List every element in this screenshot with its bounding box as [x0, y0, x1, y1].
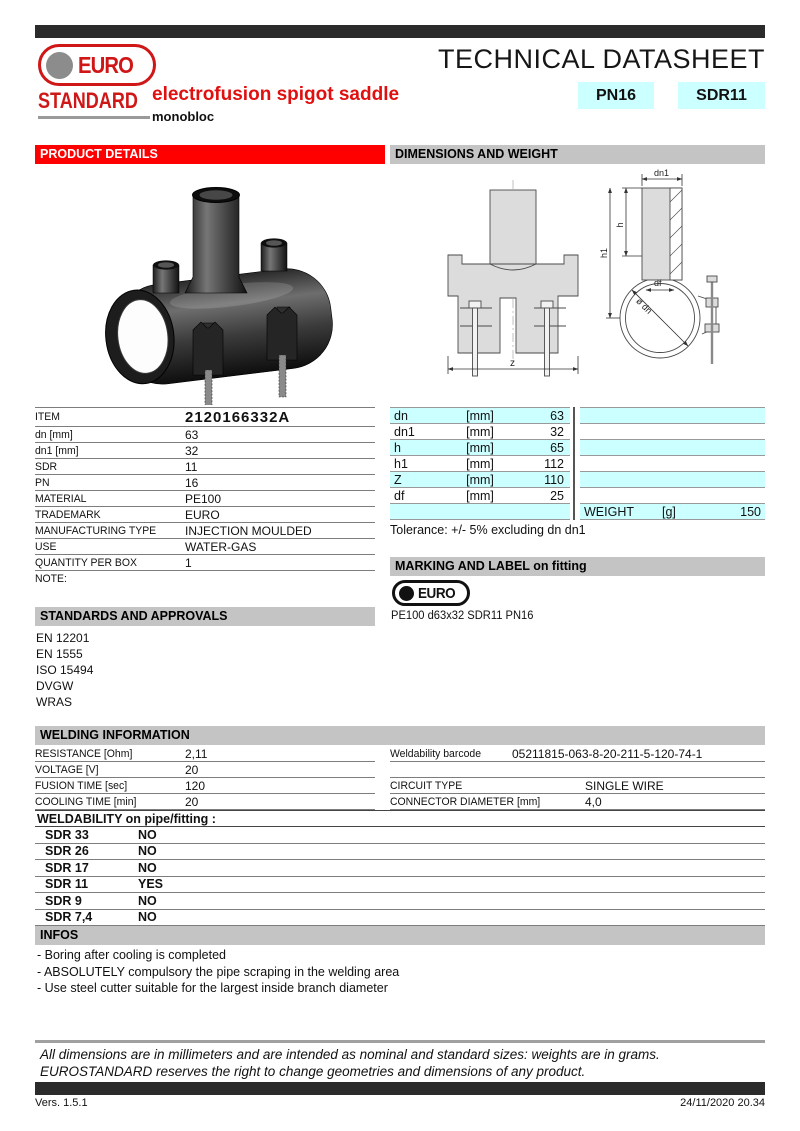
top-divider-bar [35, 25, 765, 38]
dim-label-dn: ø dn [634, 295, 655, 316]
technical-drawing [430, 168, 770, 403]
footer-notes [40, 1046, 660, 1080]
clamp-right [267, 307, 297, 397]
welding-row: VOLTAGE [V] 20 [35, 762, 375, 778]
table-row-note: NOTE: [35, 573, 67, 585]
empty-row [580, 488, 765, 504]
empty-row [580, 424, 765, 440]
table-row: SDR 11 [35, 459, 375, 475]
empty-row [580, 472, 765, 488]
dim-row: h [mm] 65 [390, 440, 570, 456]
weldability-row: SDR 11 YES [35, 877, 765, 894]
version-text: Vers. 1.5.1 [35, 1097, 88, 1109]
datetime-text: 24/11/2020 20.34 [680, 1097, 765, 1109]
standard-item: EN 12201 [36, 631, 90, 645]
table-row: PN 16 [35, 475, 375, 491]
weldability-row: SDR 33 NO [35, 827, 765, 844]
sdr-badge: SDR11 [678, 82, 765, 109]
dimensions-table [390, 407, 570, 520]
standard-item: WRAS [36, 695, 72, 709]
info-item: - ABSOLUTELY compulsory the pipe scraping in the welding area [37, 964, 400, 979]
weight-label: WEIGHT [584, 504, 634, 519]
welding-table-right [390, 746, 765, 810]
dimensions-header: DIMENSIONS AND WEIGHT [390, 145, 765, 164]
dim-label-z: z [510, 358, 515, 369]
empty-row [580, 456, 765, 472]
table-row: TRADEMARK EURO [35, 507, 375, 523]
logo-underline [38, 116, 150, 119]
dim-label-df: df [654, 278, 662, 288]
marking-label-text: PE100 d63x32 SDR11 PN16 [391, 610, 534, 622]
weldability-table [35, 827, 765, 926]
footer-rule [35, 1040, 765, 1043]
document-title: TECHNICAL DATASHEET [437, 44, 765, 74]
welding-row: FUSION TIME [sec] 120 [35, 778, 375, 794]
infos-header: INFOS [35, 926, 765, 945]
logo-euro-text: EURO [78, 51, 133, 78]
weldability-row: SDR 7,4 NO [35, 910, 765, 927]
logo-circle-icon [46, 52, 73, 79]
weldability-row: SDR 9 NO [35, 893, 765, 910]
barcode-row: Weldability barcode 05211815-063-8-20-211-5-120-74-1 [390, 746, 765, 762]
dimensions-table-separator [573, 407, 575, 520]
row-label: ITEM [35, 411, 60, 423]
marking-header: MARKING AND LABEL on fitting [390, 557, 765, 576]
logo-oval [38, 44, 156, 86]
standards-header: STANDARDS AND APPROVALS [35, 607, 375, 626]
weight-table [580, 407, 765, 520]
standard-item: DVGW [36, 679, 74, 693]
marking-logo [392, 580, 470, 606]
standard-item: ISO 15494 [36, 663, 94, 677]
table-row: dn1 [mm] 32 [35, 443, 375, 459]
weight-value: 150 [740, 504, 761, 519]
welding-row: COOLING TIME [min] 20 [35, 794, 375, 810]
empty-row [390, 762, 765, 778]
clamp-left [193, 322, 223, 405]
info-item: - Boring after cooling is completed [37, 948, 226, 962]
table-row: MATERIAL PE100 [35, 491, 375, 507]
footer-note: All dimensions are in millimeters and are intended as nominal and standard sizes: weights are in grams. [40, 1047, 660, 1062]
dim-label-h1: h1 [599, 247, 609, 259]
weldability-row: SDR 26 NO [35, 844, 765, 861]
welding-table-left [35, 746, 375, 810]
welding-header: WELDING INFORMATION [35, 726, 765, 745]
weight-unit: [g] [662, 504, 676, 519]
table-row: USE WATER-GAS [35, 539, 375, 555]
infos-list [37, 947, 399, 997]
pn-badge: PN16 [578, 82, 654, 109]
marking-logo-circle-icon [399, 586, 414, 601]
table-row [35, 408, 375, 427]
weldability-row: SDR 17 NO [35, 860, 765, 877]
company-logo [38, 44, 156, 119]
product-photo [65, 165, 375, 405]
info-item: - Use steel cutter suitable for the largest inside branch diameter [37, 981, 388, 995]
empty-row [580, 440, 765, 456]
logo-standard-text: STANDARD [38, 88, 138, 113]
table-row: QUANTITY PER BOX 1 [35, 555, 375, 571]
dim-row: df [mm] 25 [390, 488, 570, 504]
dim-row: Z [mm] 110 [390, 472, 570, 488]
weldability-header: WELDABILITY on pipe/fitting : [35, 810, 765, 827]
product-subtitle: monobloc [152, 109, 215, 124]
product-details-table [35, 407, 375, 587]
empty-row [580, 408, 765, 424]
product-title: electrofusion spigot saddle [152, 84, 400, 105]
footer-bar [35, 1082, 765, 1095]
weight-row [580, 504, 765, 520]
connector-row: CONNECTOR DIAMETER [mm] 4,0 [390, 794, 765, 810]
dim-row-empty [390, 504, 570, 520]
dim-label-dn1: dn1 [654, 168, 670, 178]
dim-row: dn [mm] 63 [390, 408, 570, 424]
table-row: MANUFACTURING TYPE INJECTION MOULDED [35, 523, 375, 539]
dim-row: h1 [mm] 112 [390, 456, 570, 472]
terminal-boss-right [261, 238, 287, 271]
standard-item: EN 1555 [36, 647, 83, 661]
marking-logo-text: EURO [418, 584, 456, 602]
product-details-header: PRODUCT DETAILS [35, 145, 385, 164]
terminal-boss-left [153, 260, 179, 293]
welding-row: RESISTANCE [Ohm] 2,11 [35, 746, 375, 762]
dim-row: dn1 [mm] 32 [390, 424, 570, 440]
row-value: 2120166332A [185, 408, 291, 426]
dim-label-h: h [615, 222, 625, 228]
footer-note: EUROSTANDARD reserves the right to change geometries and dimensions of any product. [40, 1064, 586, 1079]
table-row: dn [mm] 63 [35, 427, 375, 443]
standards-list [36, 630, 93, 710]
circuit-row: CIRCUIT TYPE SINGLE WIRE [390, 778, 765, 794]
tolerance-note: Tolerance: +/- 5% excluding dn dn1 [390, 523, 586, 537]
